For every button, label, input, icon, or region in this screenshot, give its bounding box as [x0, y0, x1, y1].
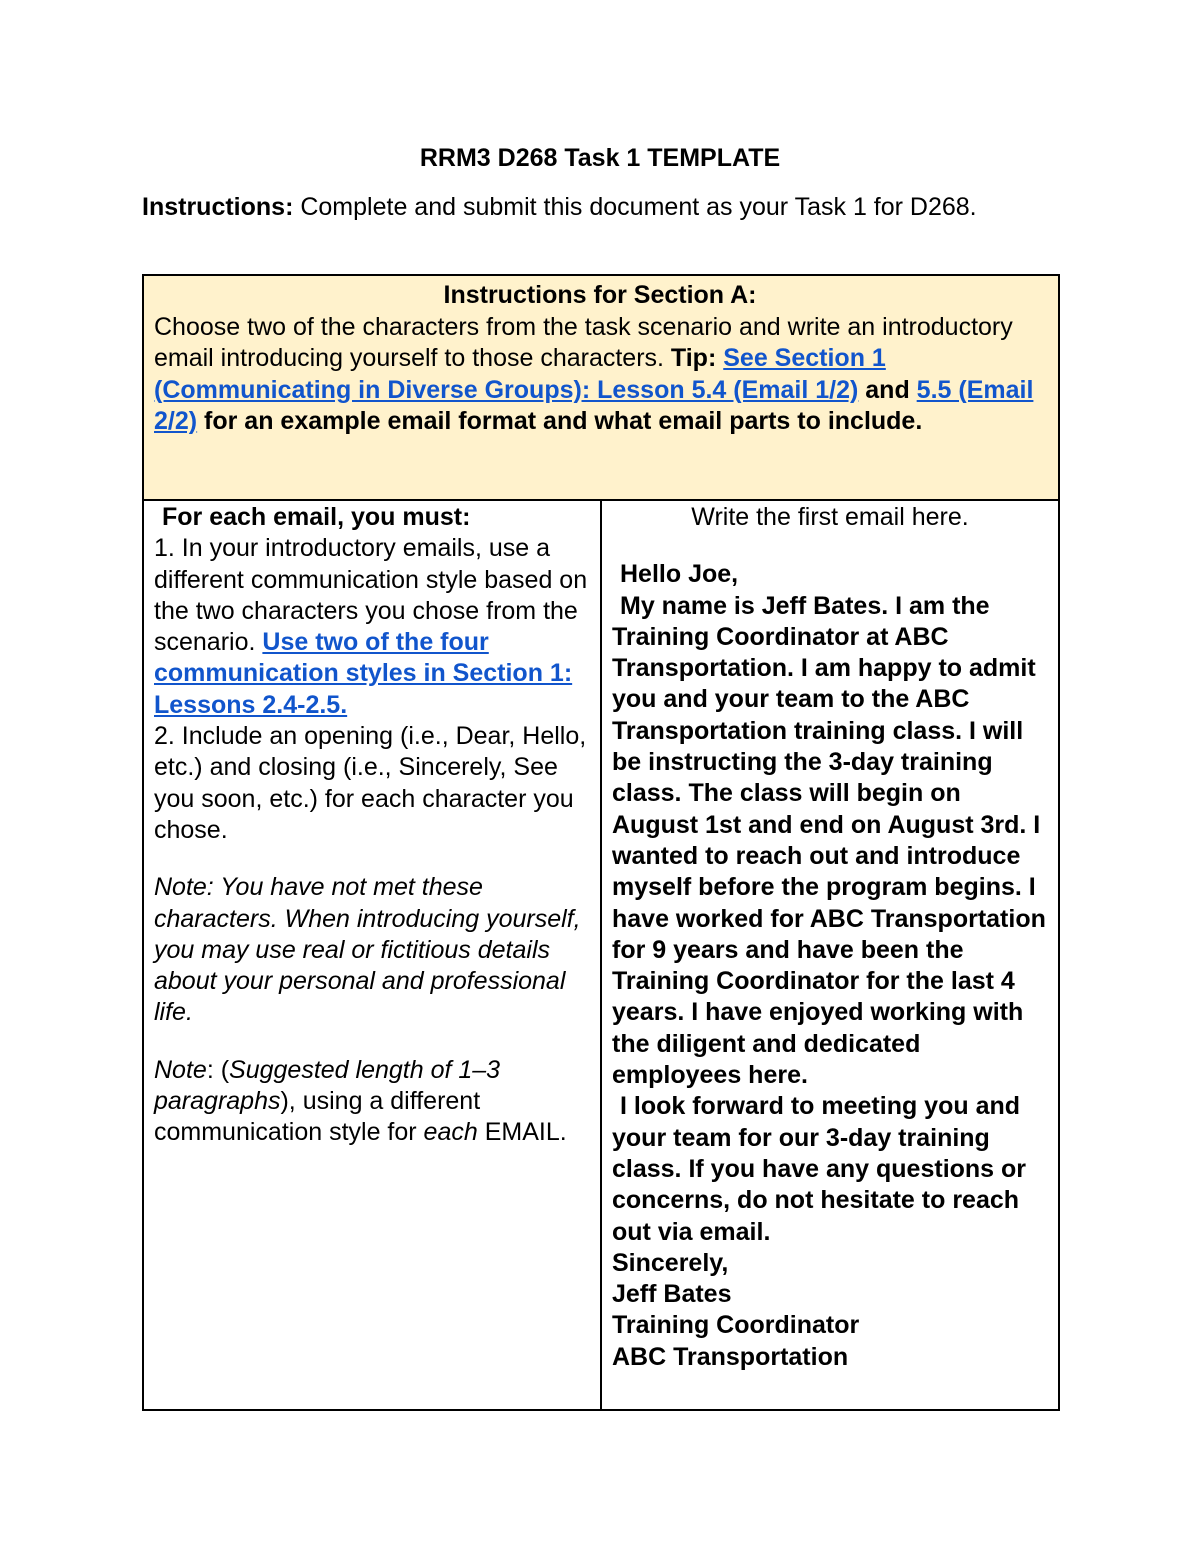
template-table [142, 274, 1060, 1411]
email-signature-company: ABC Transportation [612, 1342, 849, 1371]
document-title: RRM3 D268 Task 1 TEMPLATE [419, 144, 781, 172]
note-length-label: Note [154, 1055, 207, 1084]
note-length-each: each [423, 1118, 478, 1147]
note-length-end: EMAIL. [477, 1118, 567, 1147]
note-length-colon: : ( [206, 1055, 230, 1084]
email-paragraph-1 [612, 591, 1048, 1092]
email-signature-title: Training Coordinator [612, 1311, 860, 1340]
email-paragraph-1-text: My name is Jeff Bates. I am the Training Coordinator at ABC Transportation. I am happy to admit you and your team to the ABC Transportation training class. I will be instructing the 3-day training class. The class will begin on August 1st and end on August 3rd. I wanted to reach out and introduce myself before the program begins. I have worked for ABC Transportation for 9 years and have been the Training Coordinator for the last 4 years. I have enjoyed working with the diligent and dedicated employees here. [612, 591, 1046, 1090]
email-signature-name: Jeff Bates [612, 1280, 732, 1309]
email-prompt: Write the first email here. [691, 503, 969, 531]
lesson-5-5-link[interactable]: 5.5 (Email 2/2) [154, 375, 1034, 435]
instructions-text: Complete and submit this document as your Task 1 for D268. [293, 193, 977, 221]
note-length-text: ), using a different communication style for [154, 1087, 481, 1147]
email-body [612, 559, 1048, 1373]
section-a-heading: Instructions for Section A: [443, 281, 757, 309]
section-a-body [154, 312, 1046, 438]
note-characters: Note: You have not met these characters. When introducing yourself, you may use real or fictitious details about your personal and professional life. [154, 873, 581, 1027]
note-length [154, 1055, 588, 1149]
note-length-italic: Suggested length of 1–3 paragraphs [154, 1055, 501, 1116]
and-text: and [858, 375, 917, 404]
instructions-label: Instructions: [142, 193, 294, 221]
requirement-1-text: 1. In your introductory emails, use a different communication style based on the two characters you chose from the scenario. [154, 534, 588, 657]
requirement-item-2: 2. Include an opening (i.e., Dear, Hello, etc.) and closing (i.e., Sincerely, See you soon, etc.) for each character you chose. [154, 722, 587, 844]
instructions-paragraph [142, 191, 1042, 223]
requirements-cell [143, 500, 601, 1410]
requirements-heading: For each email, you must: [162, 503, 471, 531]
section-a-tail: for an example email format and what email parts to include. [197, 407, 923, 435]
email-paragraph-2 [612, 1091, 1048, 1247]
requirement-item-1 [154, 533, 588, 721]
section-a-instructions [143, 275, 1059, 500]
email-greeting: Hello Joe, [620, 560, 739, 589]
email-closing: Sincerely, [612, 1248, 729, 1277]
lesson-5-4-link[interactable]: See Section 1 (Communicating in Diverse Groups): Lesson 5.4 (Email 1/2) [154, 344, 886, 404]
email-paragraph-2-text: I look forward to meeting you and your team for our 3-day training class. If you have any questions or concerns, do not hesitate to reach out via email. [612, 1092, 1027, 1246]
communication-styles-link[interactable]: Use two of the four communication styles in Section 1: Lessons 2.4-2.5. [154, 628, 573, 719]
tip-label: Tip: [670, 344, 717, 372]
section-a-text: Choose two of the characters from the task scenario and write an introductory email introducing yourself to those characters. [154, 312, 1013, 372]
email-cell[interactable] [601, 500, 1059, 1410]
